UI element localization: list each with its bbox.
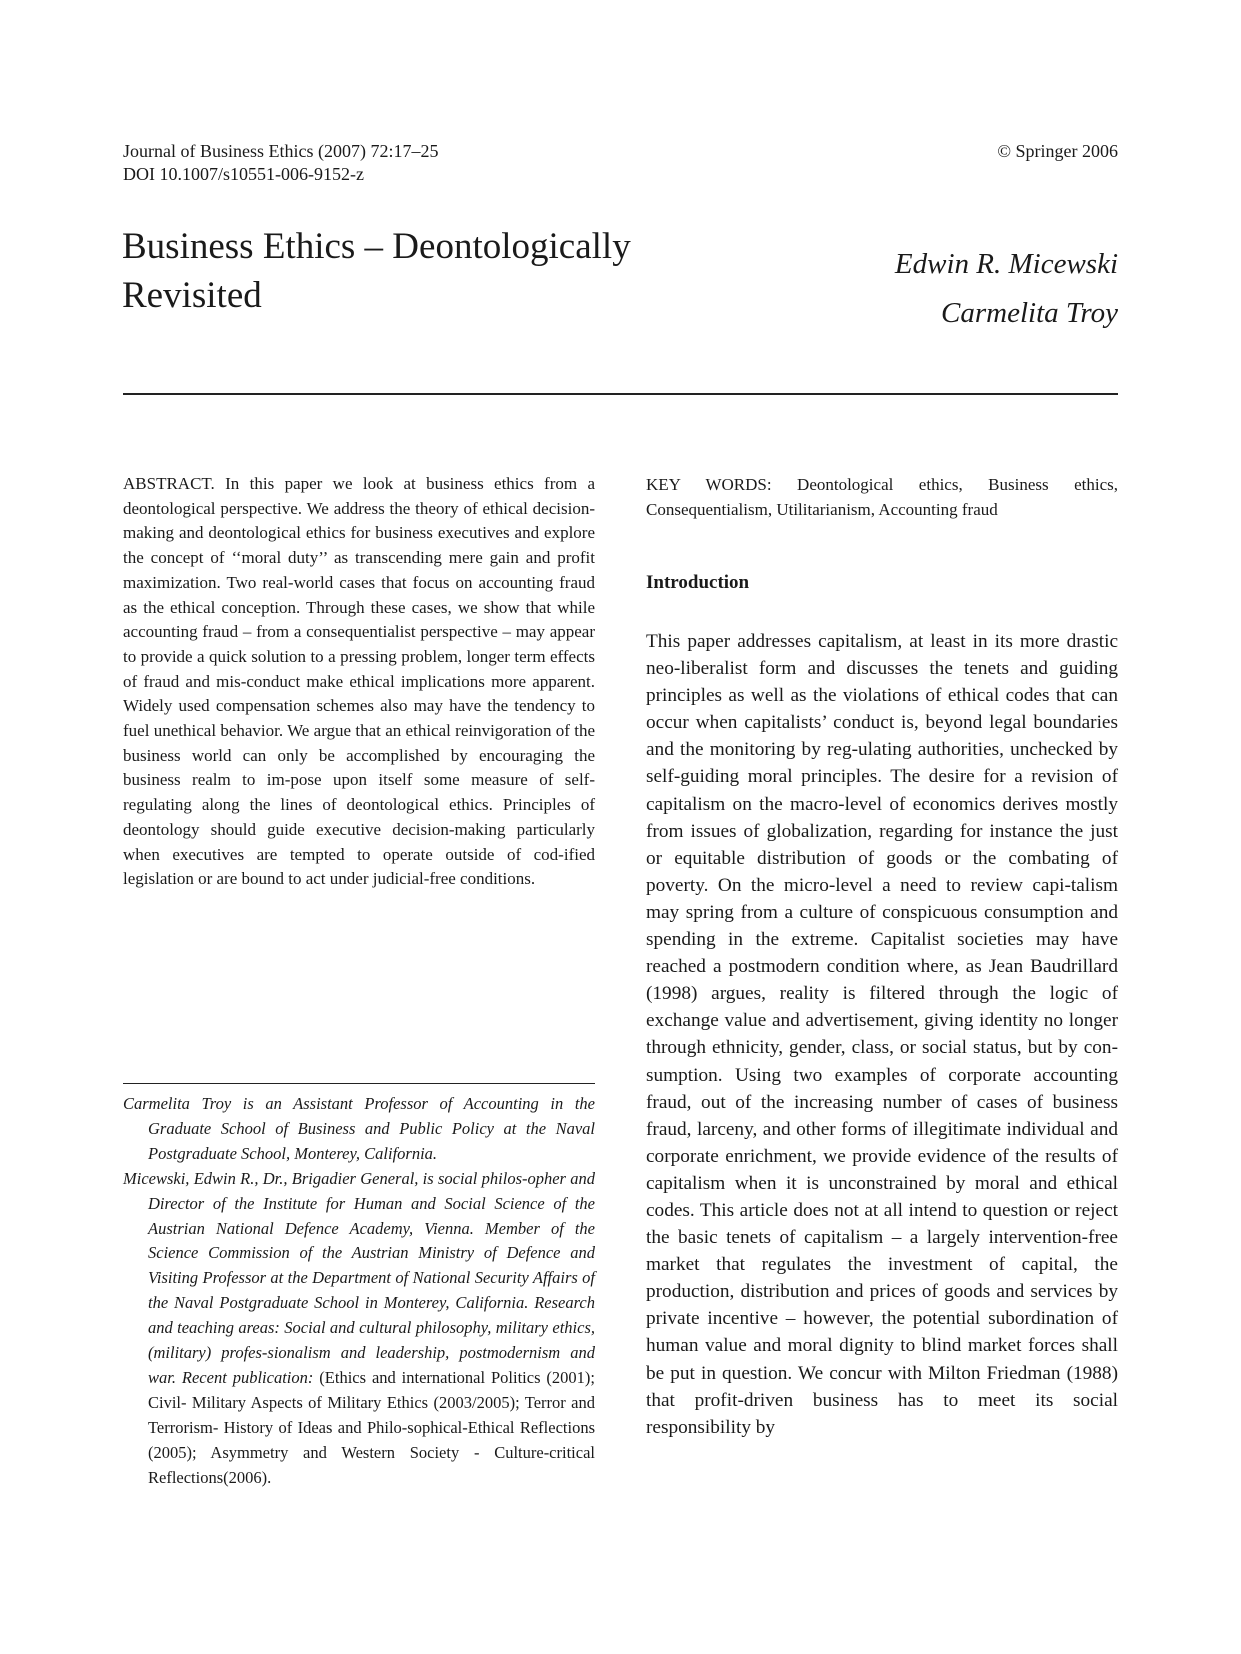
left-column — [123, 472, 595, 892]
author-footnotes — [123, 1092, 595, 1491]
paper-title — [122, 222, 722, 320]
journal-info — [123, 140, 438, 186]
footnote-micewski-publications: (Ethics and international Politics (2001); Civil- Military Aspects of Military Ethics (2003/2005); Terror and Terrorism- History of Ideas and Philo-sophical-Ethical Reflections (2005); Asymmetry and Western Society - Culture-critical Reflections(2006). — [148, 1367, 595, 1487]
right-column — [646, 472, 1118, 1441]
header-divider — [123, 393, 1118, 395]
footnote-divider — [123, 1083, 595, 1084]
keywords: KEY WORDS: Deontological ethics, Business ethics, Consequentialism, Utilitarianism, Accounting fraud — [646, 475, 1118, 519]
journal-citation: Journal of Business Ethics (2007) 72:17–25 — [123, 141, 439, 161]
doi: DOI 10.1007/s10551-006-9152-z — [123, 164, 364, 184]
abstract: ABSTRACT. In this paper we look at business ethics from a deontological perspective. We address the theory of ethical decision-making and deontological ethics for business executives and explore the concept of ‘‘moral duty’’ as transcending mere gain and profit maximization. Two real-world cases that focus on accounting fraud as the ethical conception. Through these cases, we show that while accounting fraud – from a consequentialist perspective – may appear to provide a quick solution to a pressing problem, longer term effects of fraud and mis-conduct make ethical implications more apparent. Widely used compensation schemes also may have the tendency to fuel unethical behavior. We argue that an ethical reinvigoration of the business world can only be accomplished by encouraging the business realm to im-pose upon itself some measure of self-regulating along the lines of deontological ethics. Principles of deontology should guide executive decision-making particularly when executives are tempted to operate outside of cod-ified legislation or are bound to act under judicial-free conditions. — [123, 474, 595, 889]
title-line-1: Business Ethics – Deontologically — [122, 226, 631, 267]
author-name: Carmelita Troy — [941, 297, 1118, 329]
title-line-2: Revisited — [122, 275, 262, 316]
footnote-micewski-bio: Micewski, Edwin R., Dr., Brigadier General, is social philos-opher and Director of the Institute for Human and Social Science of the Austrian National Defence Academy, Vienna. Member of the Science Commission of the Austrian Ministry of Defence and Visiting Professor at the Department of National Security Affairs of the Naval Postgraduate School in Monterey, California. Research and teaching areas: Social and cultural philosophy, military ethics, (military) profes-sionalism and leadership, postmodernism and war. Recent publication: — [123, 1168, 595, 1387]
author-name: Edwin R. Micewski — [894, 248, 1118, 280]
section-heading-introduction: Introduction — [646, 572, 750, 593]
author-list — [718, 240, 1118, 338]
footnote-micewski — [123, 1167, 595, 1491]
copyright-notice: © Springer 2006 — [997, 141, 1118, 161]
introduction-text: This paper addresses capitalism, at least in its more drastic neo-liberalist form and discusses the tenets and guiding principles as well as the violations of ethical codes that can occur when capitalists’ conduct is, beyond legal boundaries and the monitoring by reg-ulating authorities, unchecked by self-guiding moral principles. The desire for a revision of capitalism on the macro-level of economics derives mostly from issues of globalization, regarding for instance the just or equitable distribution of goods or the combating of poverty. On the micro-level a need to review capi-talism may spring from a culture of conspicuous consumption and spending in the extreme. Capitalist societies may have reached a postmodern condition where, as Jean Baudrillard (1998) argues, reality is filtered through the logic of exchange value and advertisement, giving identity no longer through ethnicity, gender, class, or social status, but by con-sumption. Using two examples of corporate accounting fraud, out of the increasing number of cases of business fraud, larceny, and other forms of illegitimate individual and corporate enrichment, we provide evidence of the results of capitalism when it is unconstrained by moral and ethical codes. This article does not at all intend to question or reject the basic tenets of capitalism – a largely intervention-free market that regulates the investment of capital, the production, distribution and prices of goods and services by private incentive – however, the potential subordination of human value and moral dignity to blind market forces shall be put in question. We concur with Milton Friedman (1988) that profit-driven business has to meet its social responsibility by — [646, 631, 1118, 1438]
footnote-troy: Carmelita Troy is an Assistant Professor of Accounting in the Graduate School of Business and Public Policy at the Naval Postgraduate School, Monterey, California. — [123, 1094, 595, 1163]
